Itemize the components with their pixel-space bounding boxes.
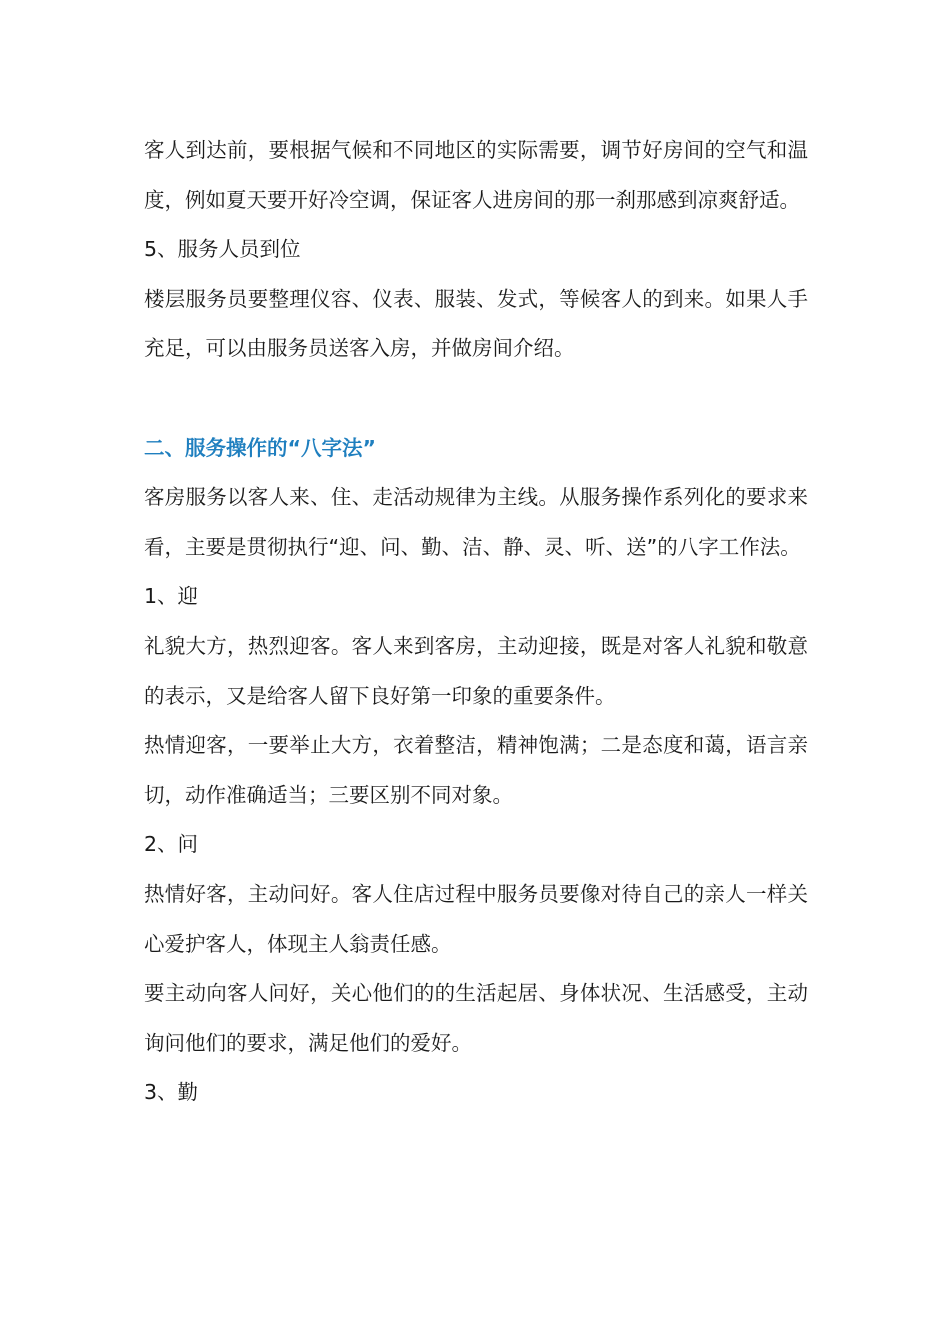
section-spacer bbox=[144, 374, 808, 424]
item-title-diligence: 3、勤 bbox=[144, 1080, 199, 1105]
document-body bbox=[144, 126, 808, 1118]
paragraph-welcome-2: 热情迎客，一要举止大方，衣着整洁，精神饱满；二是态度和蔼，语言亲切，动作准确适当；三要区别不同对象。 bbox=[144, 733, 808, 807]
paragraph-staff-in-place: 楼层服务员要整理仪容、仪表、服装、发式，等候客人的到来。如果人手充足，可以由服务员送客入房，并做房间介绍。 bbox=[144, 286, 808, 361]
item-title-welcome: 1、迎 bbox=[144, 584, 199, 609]
paragraph-ask-1: 热情好客，主动问好。客人住店过程中服务员要像对待自己的亲人一样关心爱护客人，体现主人翁责任感。 bbox=[144, 881, 808, 956]
paragraph-air-temperature: 客人到达前，要根据气候和不同地区的实际需要，调节好房间的空气和温度，例如夏天要开好冷空调，保证客人进房间的那一刹那感到凉爽舒适。 bbox=[144, 138, 808, 212]
paragraph-ask-2: 要主动向客人问好，关心他们的的生活起居、身体状况、生活感受，主动询问他们的要求，满足他们的爱好。 bbox=[144, 981, 808, 1055]
section-heading-eight-word-method: 二、服务操作的“八字法” bbox=[144, 435, 376, 460]
paragraph-eight-word-intro: 客房服务以客人来、住、走活动规律为主线。从服务操作系列化的要求来看，主要是贯彻执行“迎、问、勤、洁、静、灵、听、送”的八字工作法。 bbox=[144, 485, 808, 559]
item-title-staff-in-place: 5、服务人员到位 bbox=[144, 237, 301, 262]
paragraph-welcome-1: 礼貌大方，热烈迎客。客人来到客房，主动迎接，既是对客人礼貌和敬意的表示，又是给客人留下良好第一印象的重要条件。 bbox=[144, 633, 808, 708]
item-title-ask: 2、问 bbox=[144, 832, 199, 857]
